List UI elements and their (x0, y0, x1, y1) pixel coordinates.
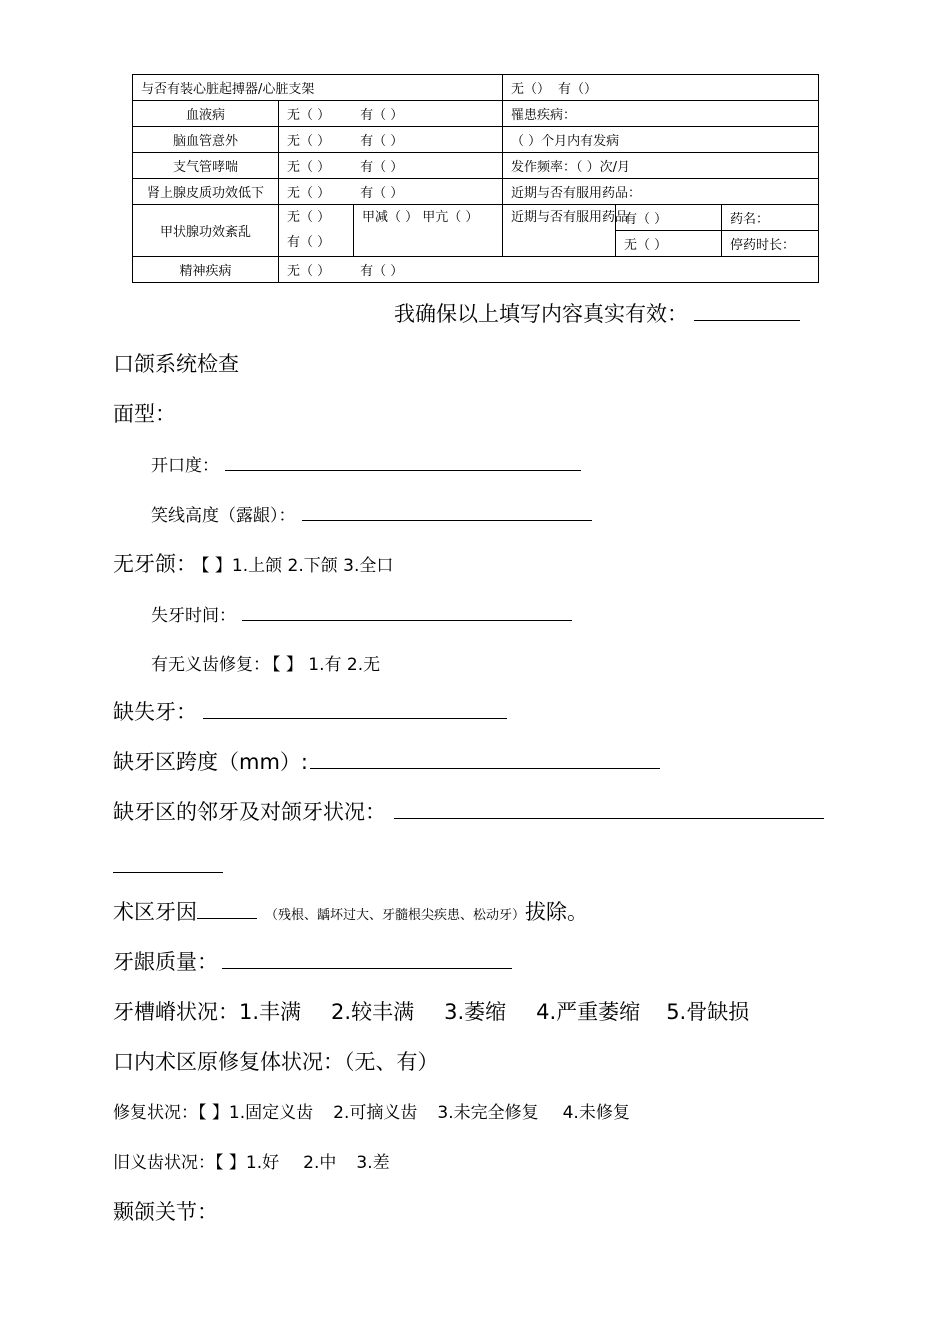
stroke-label: 脑血管意外 (133, 127, 279, 153)
confirm-signature-field[interactable] (694, 300, 800, 321)
table-row (133, 101, 819, 127)
denture-options[interactable]: 【 】 1.有 2.无 (272, 655, 381, 675)
asthma-detail[interactable]: 发作频率：（ ）次/月 (503, 153, 819, 179)
stroke-detail[interactable]: （ ）个月内有发病 (503, 127, 819, 153)
restoration-area-label: 口内术区原修复体状况：（无、有） (113, 1050, 439, 1074)
gap-span-row: 缺牙区跨度（mm）: (113, 746, 660, 776)
table-row (133, 153, 819, 179)
asthma-options[interactable]: 无（ ） 有（ ） (279, 153, 503, 179)
blood-disease-label: 血液病 (133, 101, 279, 127)
extraction-note: （残根、龋坏过大、牙髓根尖疾患、松动牙） (265, 908, 526, 923)
extraction-reason-field[interactable] (197, 898, 257, 919)
neighbor-teeth-row: 缺牙区的邻牙及对颌牙状况： (113, 796, 824, 826)
old-denture-option-3[interactable]: 3.差 (356, 1153, 390, 1173)
mouth-opening-field[interactable] (225, 450, 581, 471)
blood-disease-options[interactable]: 无（ ） 有（ ） (279, 101, 503, 127)
section-title: 口颌系统检查 (113, 352, 239, 376)
table-row (133, 257, 819, 283)
thyroid-options[interactable]: 无（ ） 有（ ） (279, 205, 354, 257)
ridge-option-5[interactable]: 5.骨缺损 (666, 1000, 750, 1024)
extraction-row: 术区牙因 （残根、龋坏过大、牙髓根尖疾患、松动牙）拔除。 (113, 900, 589, 924)
ridge-option-3[interactable]: 3.萎缩 (444, 1000, 507, 1024)
repair-option-1[interactable]: 1.固定义齿 (228, 1103, 314, 1123)
gingiva-field[interactable] (222, 948, 512, 969)
mental-illness-options[interactable]: 无（ ） 有（ ） (279, 257, 819, 283)
old-denture-option-2[interactable]: 2.中 (303, 1153, 337, 1173)
asthma-label: 支气管哮喘 (133, 153, 279, 179)
gingiva-row: 牙龈质量： (113, 946, 512, 976)
tooth-loss-time-row: 失牙时间： (151, 600, 572, 626)
table-row (133, 127, 819, 153)
confirm-statement: 我确保以上填写内容真实有效： (394, 298, 800, 328)
edentulous-options[interactable]: 【 】1.上颌 2.下颌 3.全口 (201, 556, 394, 576)
tmj-label: 颞颌关节： (113, 1200, 218, 1224)
gap-span-field[interactable] (310, 748, 660, 769)
face-type-label: 面型： (113, 402, 176, 426)
ridge-row: 牙槽嵴状况：1.丰满 2.较丰满 3.萎缩 4.严重萎缩 5.骨缺损 (113, 1000, 750, 1024)
pacemaker-options[interactable]: 无（） 有（） (503, 75, 819, 101)
stroke-options[interactable]: 无（ ） 有（ ） (279, 127, 503, 153)
repair-option-4[interactable]: 4.未修复 (562, 1103, 630, 1123)
tooth-loss-time-field[interactable] (242, 600, 572, 621)
smile-line-field[interactable] (302, 500, 592, 521)
smile-line-row: 笑线高度（露龈）： (151, 500, 592, 526)
thyroid-label: 甲状腺功效紊乱 (133, 205, 279, 257)
old-denture-box[interactable]: 【 】 (215, 1153, 246, 1173)
repair-option-2[interactable]: 2.可摘义齿 (333, 1103, 418, 1123)
table-row (133, 205, 819, 231)
repair-option-3[interactable]: 3.未完全修复 (437, 1103, 539, 1123)
old-denture-option-1[interactable]: 1.好 (245, 1153, 280, 1173)
thyroid-drug-name[interactable]: 药名： (722, 205, 819, 231)
repair-box[interactable]: 【 】 (198, 1103, 229, 1123)
table-row (133, 179, 819, 205)
table-row (133, 75, 819, 101)
thyroid-stop-time[interactable]: 停药时长： (722, 231, 819, 257)
mouth-opening-row: 开口度： (151, 450, 581, 476)
mental-illness-label: 精神疾病 (133, 257, 279, 283)
old-denture-row: 旧义齿状况：【 】1.好 2.中 3.差 (113, 1153, 390, 1173)
thyroid-drug-yes[interactable]: 有（ ） (616, 205, 722, 231)
missing-teeth-field[interactable] (203, 698, 507, 719)
missing-teeth-row: 缺失牙： (113, 696, 507, 726)
blood-disease-detail[interactable]: 罹患疾病： (503, 101, 819, 127)
edentulous-row: 无牙颌： 【 】1.上颌 2.下颌 3.全口 (113, 552, 394, 576)
adrenal-label: 肾上腺皮质功效低下 (133, 179, 279, 205)
thyroid-drug-no[interactable]: 无（ ） (616, 231, 722, 257)
thyroid-type[interactable]: 甲减（ ） 甲亢（ ） (354, 205, 503, 257)
ridge-option-2[interactable]: 2.较丰满 (331, 1000, 415, 1024)
repair-row: 修复状况：【 】1.固定义齿 2.可摘义齿 3.未完全修复 4.未修复 (113, 1103, 630, 1123)
medical-history-table (132, 74, 819, 283)
ridge-option-4[interactable]: 4.严重萎缩 (536, 1000, 641, 1024)
ridge-option-1[interactable]: 1.丰满 (239, 1000, 302, 1024)
denture-row: 有无义齿修复： 【 】 1.有 2.无 (151, 655, 381, 675)
adrenal-detail[interactable]: 近期与否有服用药品： (503, 179, 819, 205)
thyroid-drug-question: 近期与否有服用药品 (503, 205, 616, 257)
neighbor-teeth-field[interactable] (394, 798, 824, 819)
pacemaker-label: 与否有装心脏起搏器/心脏支架 (133, 75, 503, 101)
adrenal-options[interactable]: 无（ ） 有（ ） (279, 179, 503, 205)
neighbor-teeth-field-continued[interactable] (113, 852, 223, 877)
